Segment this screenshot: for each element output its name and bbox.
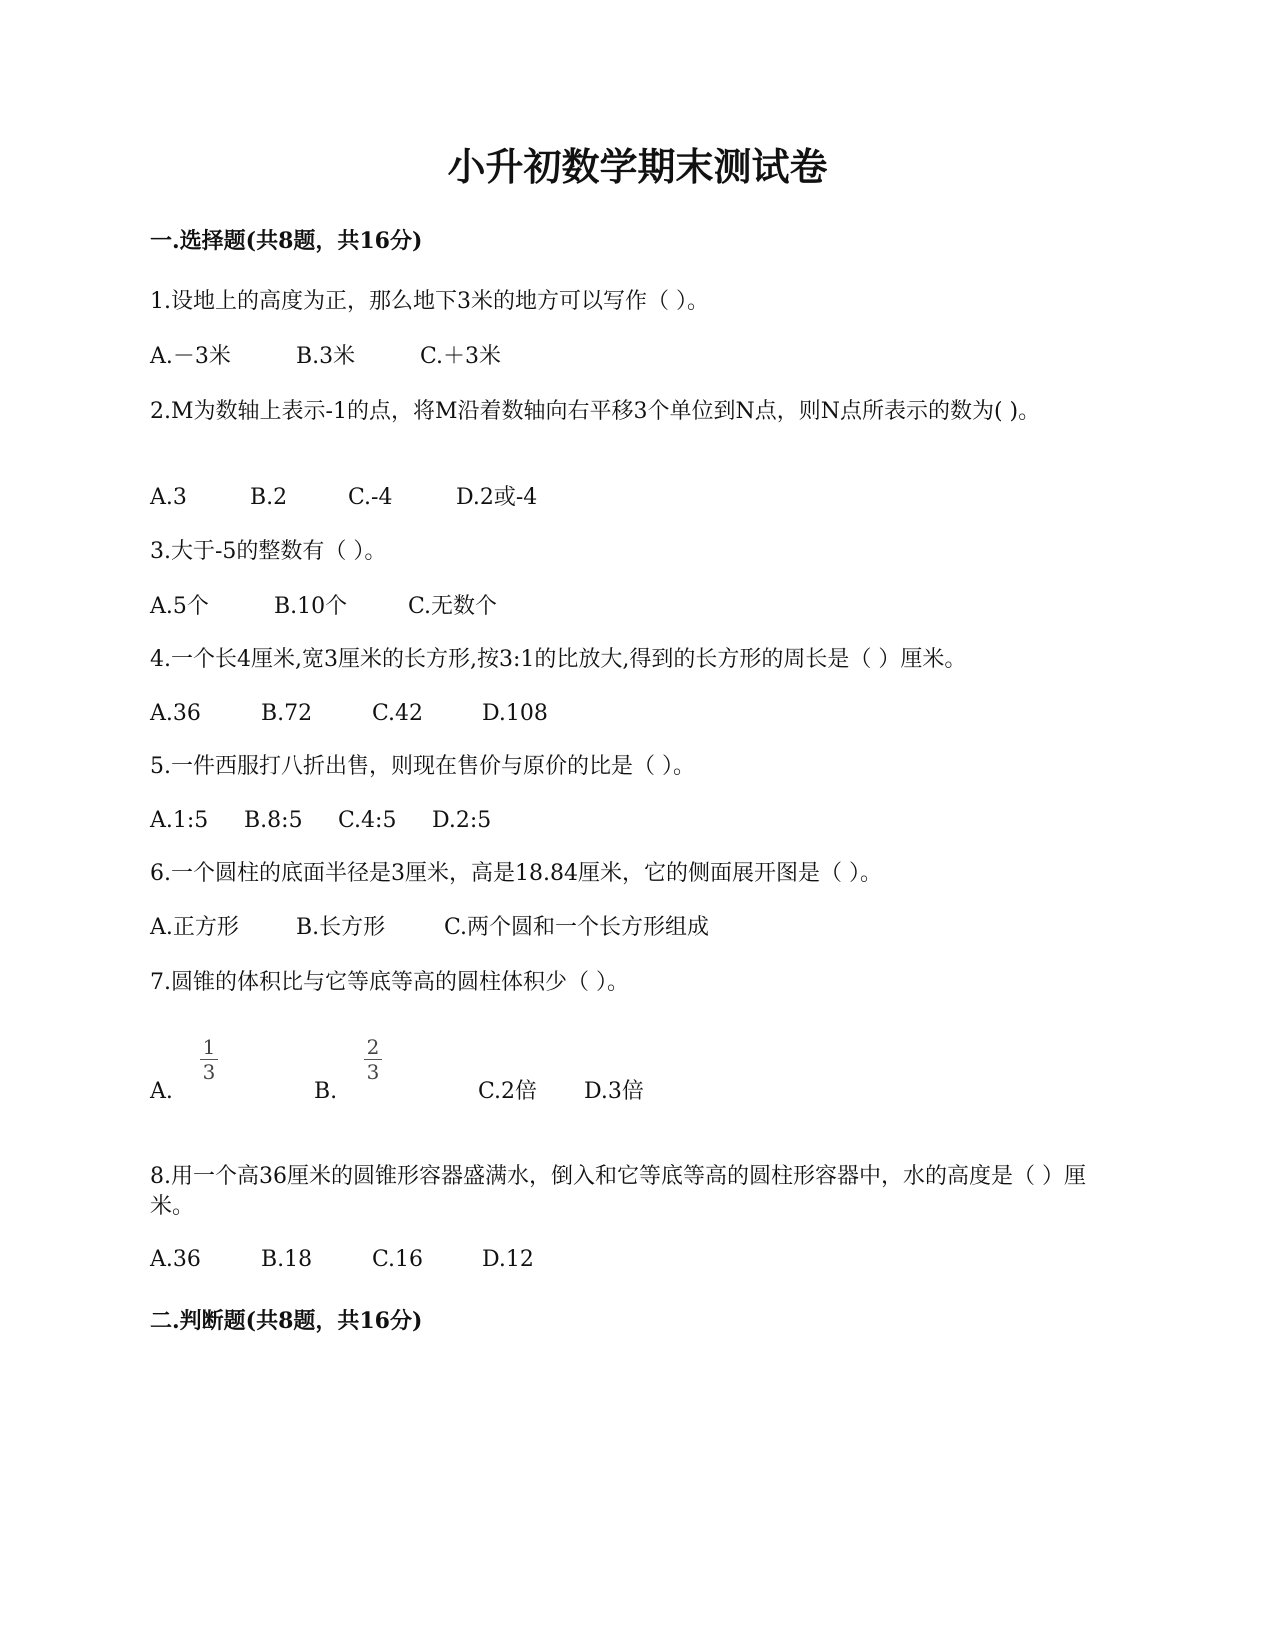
question-1: 1.设地上的高度为正，那么地下3米的地方可以写作（ ）。	[150, 289, 709, 314]
fraction-denominator: 3	[366, 1060, 380, 1084]
option-a: A.1:5	[150, 808, 209, 833]
option-d: D.2或-4	[456, 485, 538, 510]
option-a: A.5个	[150, 594, 209, 619]
question-6: 6.一个圆柱的底面半径是3厘米，高是18.84厘米，它的侧面展开图是（ ）。	[150, 861, 882, 886]
option-d: D.12	[482, 1247, 534, 1272]
question-8: 8.用一个高36厘米的圆锥形容器盛满水，倒入和它等底等高的圆柱形容器中，水的高度是（ ）厘米。	[150, 1164, 1086, 1219]
question-2: 2.M为数轴上表示-1的点，将M沿着数轴向右平移3个单位到N点，则N点所表示的数为( )。	[150, 399, 1041, 424]
option-c: C.4:5	[338, 808, 397, 833]
option-c: C.无数个	[408, 594, 498, 619]
section-heading-choice: 一.选择题(共8题，共16分)	[150, 228, 423, 254]
option-a: A.36	[150, 1247, 201, 1272]
option-c: C.＋3米	[420, 344, 502, 369]
question-3: 3.大于-5的整数有（ ）。	[150, 539, 387, 564]
page-title: 小升初数学期末测试卷	[447, 144, 828, 189]
fraction-one-third	[200, 1036, 218, 1083]
option-a: A.正方形	[150, 915, 239, 940]
option-b: B.	[314, 1079, 338, 1104]
fraction-numerator: 2	[366, 1035, 380, 1059]
fraction-two-thirds	[364, 1036, 382, 1083]
question-5: 5.一件西服打八折出售，则现在售价与原价的比是（ ）。	[150, 754, 695, 779]
option-c: C.16	[372, 1247, 424, 1272]
option-a: A.36	[150, 701, 201, 726]
option-d: D.108	[482, 701, 548, 726]
option-a: A.－3米	[150, 344, 231, 369]
section-heading-judgement: 二.判断题(共8题，共16分)	[150, 1308, 423, 1334]
option-d: D.3倍	[584, 1079, 644, 1104]
option-d: D.2:5	[432, 808, 492, 833]
option-b: B.长方形	[296, 915, 386, 940]
option-b: B.18	[261, 1247, 313, 1272]
option-c: C.2倍	[478, 1079, 538, 1104]
option-b: B.3米	[296, 344, 356, 369]
fraction-denominator: 3	[202, 1060, 216, 1084]
question-7: 7.圆锥的体积比与它等底等高的圆柱体积少（ ）。	[150, 970, 629, 995]
fraction-numerator: 1	[202, 1035, 216, 1059]
option-b: B.72	[261, 701, 313, 726]
question-4: 4.一个长4厘米,宽3厘米的长方形,按3:1的比放大,得到的长方形的周长是（ ）厘米。	[150, 647, 967, 672]
option-a: A.3	[150, 485, 187, 510]
option-b: B.8:5	[244, 808, 303, 833]
option-c: C.两个圆和一个长方形组成	[444, 915, 710, 940]
option-a: A.	[150, 1079, 173, 1104]
option-b: B.2	[250, 485, 288, 510]
option-c: C.42	[372, 701, 424, 726]
option-b: B.10个	[274, 594, 348, 619]
option-c: C.-4	[348, 485, 393, 510]
